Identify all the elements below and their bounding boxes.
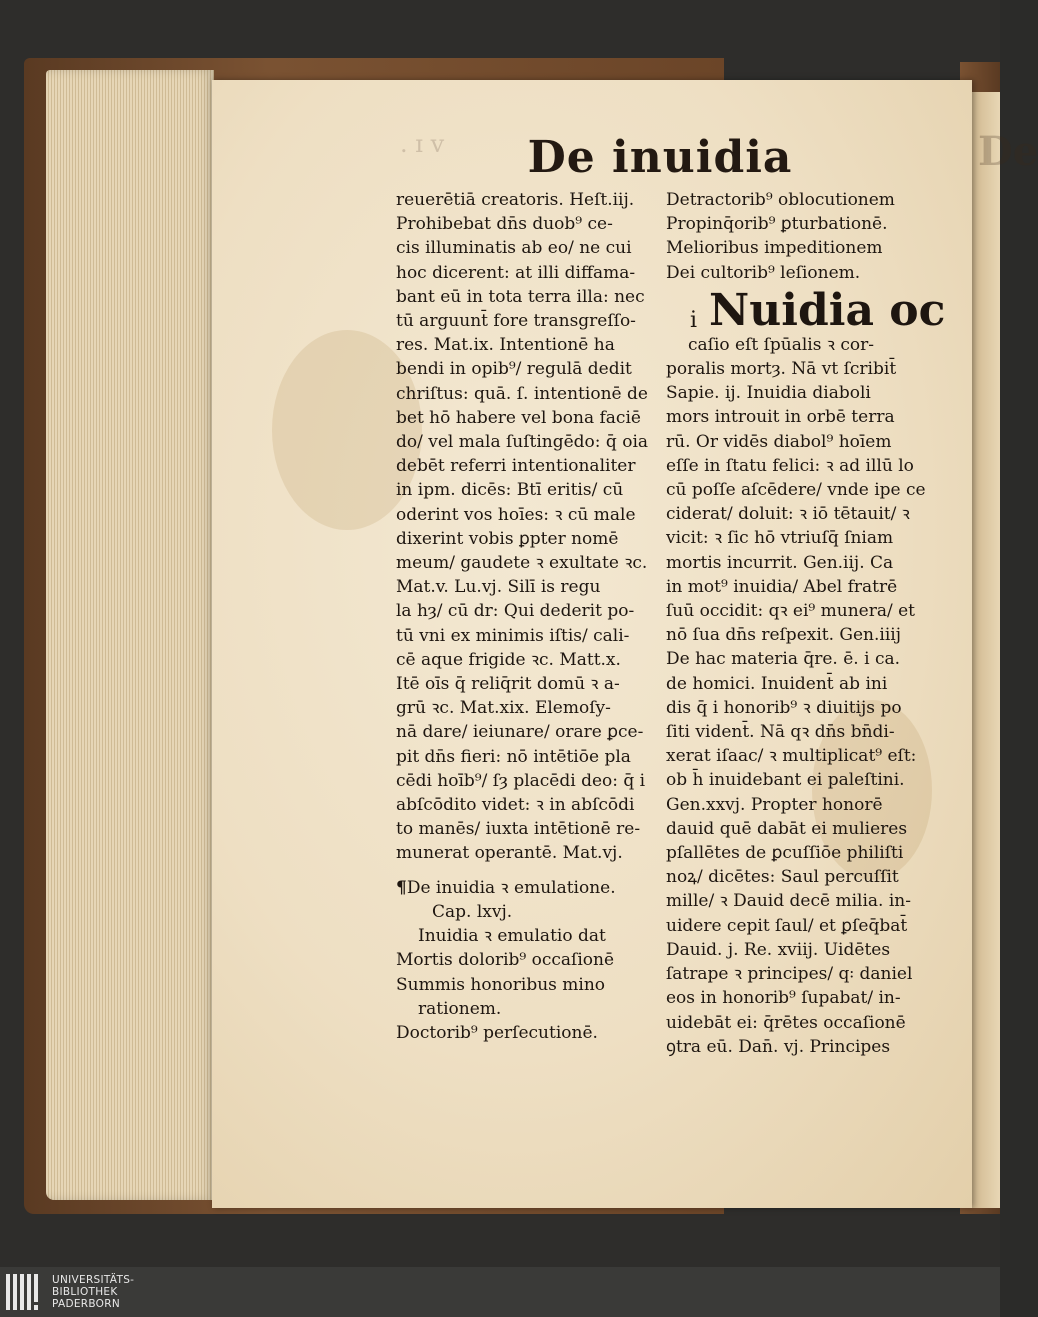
text-line: in mot⁹ inuidia/ Abel fratrē xyxy=(666,576,898,597)
text-line: bendi in opib⁹/ regulā dedit xyxy=(396,359,632,380)
text-line: mors introuit in orbē terra xyxy=(666,407,895,428)
text-line: ciderat/ doluit: ꝛ iō tētauit/ ꝛ xyxy=(666,504,910,525)
summary-line: Detractorib⁹ oblocutionem xyxy=(666,190,895,210)
chapter-number: Cap. lxvj. xyxy=(432,901,513,922)
text-line: tū arguunt̄ fore transgreſſo- xyxy=(396,311,636,332)
text-line: dixerint vobis ꝑpter nomē xyxy=(396,528,619,549)
text-line: in ipm. dicēs: Btī eritis/ cū xyxy=(396,480,624,501)
text-line: munerat operantē. Mat.vj. xyxy=(396,843,623,864)
logo-line-1: UNIVERSITÄTS- xyxy=(52,1274,135,1286)
page-block-edges xyxy=(46,70,214,1200)
text-line: debēt referri intentionaliter xyxy=(396,456,636,477)
text-line: res. Mat.ix. Intentionē ha xyxy=(396,335,615,356)
text-line: meum/ gaudete ꝛ exultate ꝛc. xyxy=(396,553,648,574)
heading-bleed-through: . ɪ v xyxy=(400,130,445,158)
text-line: nā dare/ ieiunare/ orare ꝑce- xyxy=(396,722,644,743)
text-line: do/ vel mala ſuſtingēdo: q̄ oia xyxy=(396,432,649,453)
guide-letter: i xyxy=(690,307,698,333)
text-line: pit dn̄s fieri: nō intētiōe pla xyxy=(396,746,631,767)
summary-line: Propinq̄orib⁹ ꝑturbationē. xyxy=(666,214,888,235)
summary-line: Dei cultorib⁹ leſionem. xyxy=(666,262,861,283)
text-line: reuerētiā creatoris. Heſt.iij. xyxy=(396,190,635,210)
chapter-summary-line: Summis honoribus mino xyxy=(396,974,606,995)
chapter-summary-line: Inuidia ꝛ emulatio dat xyxy=(418,926,606,947)
text-line: Gen.xxvj. Propter honorē xyxy=(666,794,883,815)
initial-line xyxy=(666,284,946,336)
right-text-column xyxy=(666,188,946,1059)
text-line: bant eū in tota terra illa: nec xyxy=(396,286,645,307)
text-line: hoc dicerent: at illi diffama- xyxy=(396,262,636,283)
library-logo-icon xyxy=(6,1274,46,1310)
text-line: ſiti vident̄. Nā qꝛ dn̄s bn̄di- xyxy=(666,722,895,743)
text-line: tū vni ex minimis iſtis/ cali- xyxy=(396,625,630,646)
text-line: Sapie. ij. Inuidia diaboli xyxy=(666,383,871,404)
text-line: dis q̄ i honorib⁹ ꝛ diuitijs po xyxy=(666,697,902,718)
text-line: ſatrape ꝛ principes/ q꞉ daniel xyxy=(666,964,913,985)
text-line: eſſe in ſtatu felici: ꝛ ad illū lo xyxy=(666,455,914,476)
facing-page-bleed: De xyxy=(978,128,1038,175)
text-line: de homici. Inuident̄ ab ini xyxy=(666,673,888,694)
text-line: ꝯtra eū. Dan̄. vj. Principes xyxy=(666,1036,891,1057)
text-line: cis illuminatis ab eo/ ne cui xyxy=(396,238,632,259)
text-line: rū. Or vidēs diabol⁹ hoīem xyxy=(666,431,892,452)
text-line: vicit: ꝛ ſic hō vtriuſq̄ ſniam xyxy=(666,528,894,549)
paragraph-mark-icon: ¶ xyxy=(396,877,407,898)
text-line: poralis mortȝ. Nā vt ſcribit̄ xyxy=(666,359,897,380)
text-line: nō ſua dn̄s reſpexit. Gen.iiij xyxy=(666,625,901,646)
logo-line-2: BIBLIOTHEK xyxy=(52,1286,118,1298)
text-line: abſcōdito videt: ꝛ in abſcōdi xyxy=(396,795,635,816)
chapter-title xyxy=(396,876,654,900)
library-logo-text xyxy=(52,1274,134,1310)
text-line: ſuū occidit: qꝛ ei⁹ munera/ et xyxy=(666,601,916,622)
chapter-summary-line: Doctorib⁹ perſecutionē. xyxy=(396,1022,598,1043)
text-line: cēdi hoīb⁹/ ſȝ placēdi deo: q̄ i xyxy=(396,770,646,791)
text-line: xerat iſaac/ ꝛ multiplicat⁹ eſt: xyxy=(666,746,917,767)
chapter-title-text: De inuidia ꝛ emulatione. xyxy=(406,877,616,898)
text-line: chriſtus: quā. ſ. intentionē de xyxy=(396,383,648,404)
library-footer xyxy=(0,1267,1000,1317)
text-line: mortis incurrit. Gen.iij. Ca xyxy=(666,552,894,573)
text-line: noꝝ/ dicētes: Saul percuſſit xyxy=(666,867,899,888)
text-line: caſio eſt ſpūalis ꝛ cor- xyxy=(688,334,874,355)
text-line: cū poſſe aſcēdere/ vnde ipe ce xyxy=(666,480,926,501)
chapter-summary-line: rationem. xyxy=(418,998,502,1019)
text-line: Mat.v. Lu.vj. Silī is regu xyxy=(396,577,601,598)
text-line: uidebāt ei: q̄rētes occaſionē xyxy=(666,1012,906,1033)
text-line: pſallētes de ꝑcuſſiōe philiſti xyxy=(666,843,904,864)
text-line: De hac materia q̄re. ē. i ca. xyxy=(666,649,900,670)
text-line: uidere cepit ſaul/ et ꝑſeq̄bat̄ xyxy=(666,915,908,936)
text-line: cē aque frigide ꝛc. Matt.x. xyxy=(396,649,621,670)
text-line: la hȝ/ cū dr: Qui dederit po- xyxy=(396,601,635,622)
running-heading: De inuidia xyxy=(527,132,793,183)
text-line: Dauid. j. Re. xviij. Uidētes xyxy=(666,939,891,960)
text-line: grū ꝛc. Mat.xix. Elemoſy- xyxy=(396,698,611,719)
logo-line-3: PADERBORN xyxy=(52,1298,120,1310)
text-line: oderint vos hoīes: ꝛ cū male xyxy=(396,504,636,525)
text-line: dauid quē dabāt ei mulieres xyxy=(666,818,908,839)
text-line: Prohibebat dn̄s duob⁹ ce- xyxy=(396,214,613,235)
text-line: ob h̄ inuidebant ei paleſtini. xyxy=(666,770,905,791)
text-line: bet hō habere vel bona faciē xyxy=(396,407,641,428)
text-line: eos in honorib⁹ ſupabat/ in- xyxy=(666,988,901,1009)
summary-line: Melioribus impeditionem xyxy=(666,238,883,259)
decorated-initial-word: Nuidia oc xyxy=(709,284,946,336)
left-text-column xyxy=(396,188,654,1045)
text-line: mille/ ꝛ Dauid decē milia. in- xyxy=(666,891,911,912)
text-line: to manēs/ iuxta intētionē re- xyxy=(396,819,641,840)
chapter-summary-line: Mortis dolorib⁹ occaſionē xyxy=(396,950,615,971)
text-line: Itē oīs q̄ reliq̄rit domū ꝛ a- xyxy=(396,674,620,695)
